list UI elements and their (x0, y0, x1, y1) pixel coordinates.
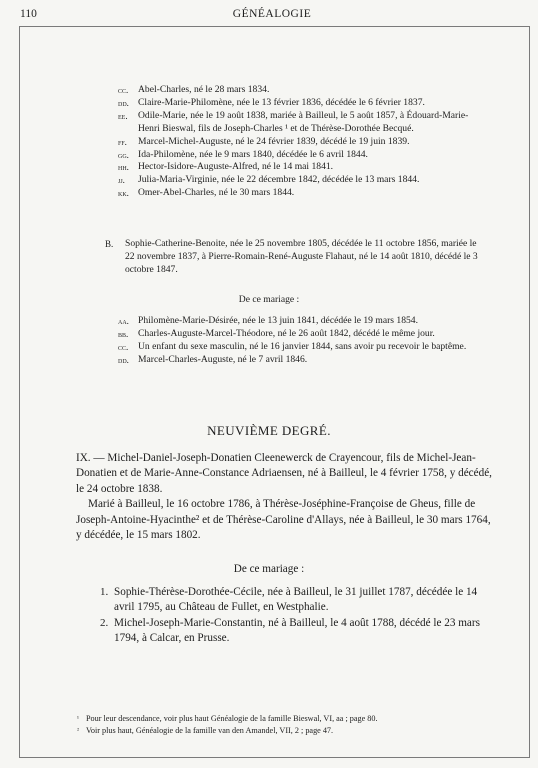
list-item (118, 149, 484, 162)
item-marker: cc. (118, 341, 129, 352)
page-header (20, 8, 524, 22)
item-text: Charles-Auguste-Marcel-Théodore, né le 26 août 1842, décédé le même jour. (138, 327, 435, 339)
list-item (100, 616, 496, 647)
item-text: Sophie-Catherine-Benoite, née le 25 novembre 1805, décédée le 11 octobre 1856, mariée le 22 novembre 1837, à Pierre-Romain-René-Auguste Flahaut, né le 14 août 1810, décédé le 3 octobre 1847. (125, 238, 478, 275)
item-text: Hector-Isidore-Auguste-Alfred, né le 14 mai 1841. (138, 161, 334, 173)
entry-ix-marriage: Marié à Bailleul, le 16 octobre 1786, à Thérèse-Joséphine-Françoise de Gheus, fille de Joseph-Antoine-Hyacinthe² et de Thérèse-Caroline d'Allays, née à Bailleul, le 30 mars 1764, y décédée, le 15 mars 1802. (76, 498, 491, 542)
footnotes (77, 713, 497, 736)
list-item (118, 341, 484, 354)
item-text: Marcel-Charles-Auguste, né le 7 avril 1846. (138, 353, 308, 365)
marriage-heading-2: De ce mariage : (233, 563, 305, 575)
footnote (77, 713, 497, 725)
item-text: Julia-Maria-Virginie, née le 22 décembre 1842, décédée le 13 mars 1844. (138, 174, 420, 186)
footnote-text: Voir plus haut, Généalogie de la famille van den Amandel, VII, 2 ; page 47. (86, 725, 334, 735)
list-item (105, 238, 487, 277)
list-item (100, 585, 496, 616)
list-item (118, 110, 484, 136)
item-marker: ee. (118, 110, 128, 121)
entry-ix (76, 451, 496, 543)
footnote-text: Pour leur descendance, voir plus haut Généalogie de la famille Bieswal, VI, aa ; page 80. (86, 714, 378, 723)
children-list-ix (100, 585, 496, 647)
item-marker: cc. (118, 85, 129, 95)
item-marker: ff. (118, 136, 127, 147)
item-text: Un enfant du sexe masculin, né le 16 janvier 1844, sans avoir pu recevoir le baptême. (138, 340, 467, 352)
entry-ix-paragraph (76, 451, 496, 497)
list-item (118, 136, 484, 149)
item-text: Michel-Joseph-Marie-Constantin, né à Bailleul, le 4 août 1788, décédé le 23 mars 1794, à Calcar, en Prusse. (114, 616, 480, 645)
item-marker: B. (105, 239, 114, 249)
item-marker: gg. (118, 149, 129, 160)
footnote-number: ¹ (77, 715, 79, 722)
entry-b (105, 238, 487, 277)
item-marker: dd. (118, 354, 129, 365)
entry-ix-marker: IX. — (76, 452, 105, 464)
item-marker: 2. (100, 616, 109, 629)
children-list-b (118, 315, 484, 367)
item-text: Sophie-Thérèse-Dorothée-Cécile, née à Bailleul, le 31 juillet 1787, décédée le 14 avril 1795, au Château de Fullet, en Westphalie. (114, 586, 478, 614)
list-item (118, 174, 484, 187)
list-item (118, 328, 484, 341)
item-marker: kk. (118, 188, 129, 199)
item-marker: jj. (118, 175, 125, 186)
item-text: Odile-Marie, née le 19 août 1838, mariée à Bailleul, le 5 août 1857, à Édouard-Marie-Henri Bieswal, fils de Joseph-Charles ¹ et de Thérèse-Dorothée Becqué. (138, 109, 469, 134)
page-number: 110 (20, 8, 37, 20)
entry-ix-text: Michel-Daniel-Joseph-Donatien Cleenewerck de Crayencour, fils de Michel-Jean-Donatien et de Marie-Anne-Constance Adriaensen, né à Bailleul, le 4 février 1758, y décédé, le 24 octobre 1838. (76, 452, 492, 495)
list-item (118, 187, 484, 200)
footnote-number: ² (77, 726, 79, 734)
list-item (118, 97, 484, 110)
running-title: GÉNÉALOGIE (232, 8, 312, 20)
item-text: Ida-Philomène, née le 9 mars 1840, décédée le 6 avril 1844. (138, 148, 368, 160)
item-text: Abel-Charles, né le 28 mars 1834. (138, 84, 270, 95)
list-item (118, 315, 484, 328)
list-item (118, 84, 484, 97)
degree-heading: NEUVIÈME DEGRÉ. (207, 423, 331, 438)
item-text: Philomène-Marie-Désirée, née le 13 juin 1841, décédée le 19 mars 1854. (138, 315, 418, 326)
item-marker: dd. (118, 97, 129, 108)
item-marker: hh. (118, 162, 129, 173)
list-item (118, 161, 484, 174)
item-text: Omer-Abel-Charles, né le 30 mars 1844. (138, 187, 295, 199)
marriage-heading-1: De ce mariage : (238, 294, 300, 305)
children-list-top (118, 84, 484, 200)
item-text: Marcel-Michel-Auguste, né le 24 février 1839, décédé le 19 juin 1839. (138, 135, 410, 147)
item-marker: 1. (100, 586, 109, 598)
item-marker: aa. (118, 316, 129, 326)
footnote (77, 725, 497, 737)
item-text: Claire-Marie-Philomène, née le 13 février 1836, décédée le 6 février 1837. (138, 96, 425, 108)
list-item (118, 354, 484, 367)
item-marker: bb. (118, 328, 129, 339)
